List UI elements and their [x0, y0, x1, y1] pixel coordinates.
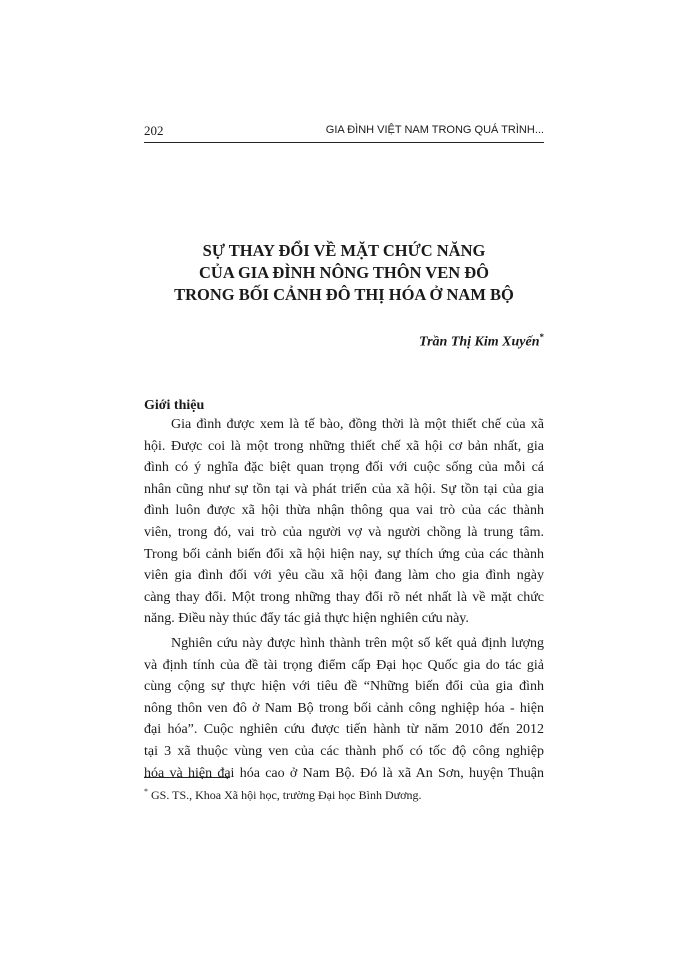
article-title: [144, 240, 544, 306]
text-line: và định tính của đề tài trọng điểm cấp Đại học Quốc gia do tác giả: [144, 657, 544, 673]
title-line: TRONG BỐI CẢNH ĐÔ THỊ HÓA Ở NAM BỘ: [174, 285, 514, 304]
author-footnote-mark: *: [539, 332, 544, 342]
body-paragraph: [144, 414, 544, 630]
running-header: [144, 123, 544, 143]
section-heading: Giới thiệu: [144, 398, 205, 413]
text-line: Trong bối cảnh biến đổi xã hội hiện nay, sự thích ứng của các thành: [144, 546, 544, 562]
text-line: cùng cộng sự thực hiện với tiêu đề “Những biến đổi của gia đình: [144, 679, 544, 695]
author-name: Trần Thị Kim Xuyến: [419, 334, 540, 350]
text-line: Nghiên cứu này được hình thành trên một số kết quả định lượng: [171, 636, 544, 651]
text-line: nhân cũng như sự tồn tại và phát triển của xã hội. Sự tồn tại của gia: [144, 481, 544, 497]
title-line: SỰ THAY ĐỔI VỀ MẶT CHỨC NĂNG: [202, 241, 486, 260]
header-rule: [144, 142, 544, 143]
body-paragraph: [144, 633, 544, 784]
page-number: 202: [144, 123, 164, 138]
footnote-mark: *: [144, 787, 148, 796]
text-line: nông thôn ven đô ở Nam Bộ trong bối cảnh công nghiệp hóa - hiện: [144, 700, 544, 716]
footnote-rule: [144, 777, 230, 778]
text-line: càng thay đổi. Một trong những thay đổi rõ nét nhất là về mặt chức: [144, 589, 544, 605]
text-line: hội. Được coi là một trong những thiết chế xã hội cơ bản nhất, gia: [144, 438, 544, 454]
footnote: [144, 787, 421, 803]
text-line: đại hóa”. Cuộc nghiên cứu được tiến hành từ năm 2010 đến 2012: [144, 722, 544, 738]
text-line: hóa và hiện đại hóa cao ở Nam Bộ. Đó là xã An Sơn, huyện Thuận: [144, 765, 544, 781]
text-line: Gia đình được xem là tế bào, đồng thời là một thiết chế của xã: [171, 417, 544, 432]
running-title: GIA ĐÌNH VIỆT NAM TRONG QUÁ TRÌNH...: [325, 124, 544, 136]
author-byline: [419, 332, 544, 351]
text-line: năng. Điều này thúc đẩy tác giả thực hiện nghiên cứu này.: [144, 611, 469, 627]
text-line: đình luôn được xã hội thừa nhận thông qua vai trò của các thành: [144, 503, 544, 519]
text-line: viên, trong đó, vai trò của người vợ và người chồng là trung tâm.: [144, 524, 544, 540]
footnote-text: GS. TS., Khoa Xã hội học, trường Đại học Bình Dương.: [148, 788, 422, 802]
text-line: tại 3 xã thuộc vùng ven của các thành phố có tốc độ công nghiệp: [144, 743, 544, 759]
text-line: đình có ý nghĩa đặc biệt quan trọng đối với cuộc sống của mỗi cá: [144, 460, 544, 476]
text-line: viên gia đình đối với yêu cầu xã hội đang làm cho gia đình ngày: [144, 568, 544, 584]
title-line: CỦA GIA ĐÌNH NÔNG THÔN VEN ĐÔ: [198, 263, 489, 282]
